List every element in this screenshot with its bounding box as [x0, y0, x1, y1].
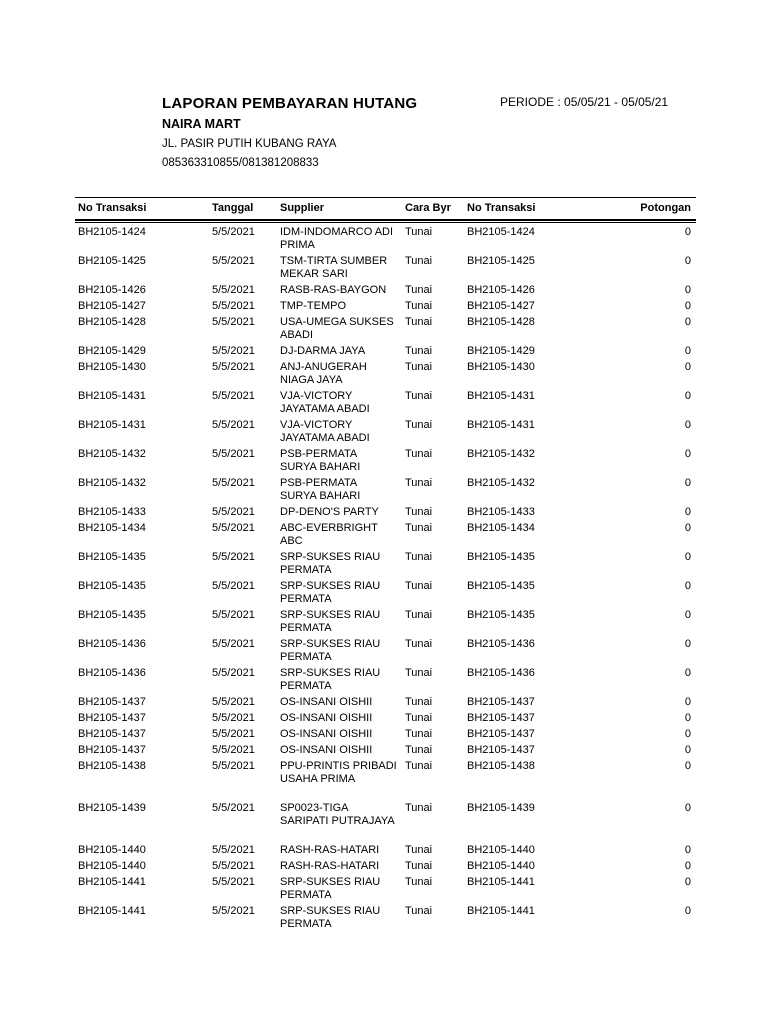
cell-cara-byr: Tunai	[405, 844, 433, 856]
cell-supplier	[280, 744, 404, 757]
cell-cara-byr: Tunai	[405, 284, 433, 296]
supplier-line: DP-DENO'S PARTY	[280, 506, 379, 518]
cell-tanggal: 5/5/2021	[212, 551, 255, 563]
cell-supplier	[280, 316, 404, 342]
table-row	[0, 876, 768, 905]
cell-potongan: 0	[684, 696, 691, 708]
cell-tanggal: 5/5/2021	[212, 667, 255, 679]
cell-supplier	[280, 580, 404, 606]
header-rule-bottom	[75, 219, 696, 221]
supplier-line: OS-INSANI OISHII	[280, 728, 373, 740]
header-no-transaksi: No Transaksi	[78, 202, 147, 214]
table-row	[0, 255, 768, 284]
cell-cara-byr: Tunai	[405, 876, 433, 888]
cell-potongan: 0	[684, 802, 691, 814]
cell-no-transaksi-2: BH2105-1437	[467, 696, 535, 708]
cell-supplier	[280, 905, 404, 930]
cell-potongan: 0	[684, 390, 691, 402]
table-row	[0, 728, 768, 744]
supplier-line: JAYATAMA ABADI	[280, 403, 370, 415]
cell-supplier	[280, 844, 404, 857]
cell-tanggal: 5/5/2021	[212, 477, 255, 489]
cell-no-transaksi-2: BH2105-1429	[467, 345, 535, 357]
table-row	[0, 345, 768, 361]
cell-no-transaksi-2: BH2105-1428	[467, 316, 535, 328]
cell-cara-byr: Tunai	[405, 638, 433, 650]
cell-cara-byr: Tunai	[405, 255, 433, 267]
cell-cara-byr: Tunai	[405, 760, 433, 772]
cell-no-transaksi: BH2105-1427	[78, 300, 146, 312]
table-row	[0, 506, 768, 522]
cell-potongan: 0	[684, 712, 691, 724]
supplier-line: PERMATA	[280, 680, 332, 692]
table-row	[0, 477, 768, 506]
cell-tanggal: 5/5/2021	[212, 744, 255, 756]
supplier-line: RASB-RAS-BAYGON	[280, 284, 387, 296]
supplier-line: USA-UMEGA SUKSES	[280, 316, 394, 328]
cell-tanggal: 5/5/2021	[212, 712, 255, 724]
cell-no-transaksi-2: BH2105-1435	[467, 551, 535, 563]
cell-tanggal: 5/5/2021	[212, 226, 255, 238]
cell-cara-byr: Tunai	[405, 551, 433, 563]
cell-cara-byr: Tunai	[405, 506, 433, 518]
cell-potongan: 0	[684, 860, 691, 872]
cell-tanggal: 5/5/2021	[212, 580, 255, 592]
cell-potongan: 0	[684, 477, 691, 489]
cell-no-transaksi-2: BH2105-1436	[467, 667, 535, 679]
table-row	[0, 744, 768, 760]
cell-no-transaksi: BH2105-1441	[78, 876, 146, 888]
cell-supplier	[280, 522, 404, 548]
cell-supplier	[280, 667, 404, 693]
cell-no-transaksi-2: BH2105-1437	[467, 712, 535, 724]
cell-tanggal: 5/5/2021	[212, 844, 255, 856]
table-row	[0, 361, 768, 390]
cell-no-transaksi: BH2105-1432	[78, 477, 146, 489]
cell-no-transaksi-2: BH2105-1433	[467, 506, 535, 518]
cell-tanggal: 5/5/2021	[212, 419, 255, 431]
cell-no-transaksi-2: BH2105-1438	[467, 760, 535, 772]
supplier-line: PERMATA	[280, 651, 332, 663]
cell-no-transaksi: BH2105-1429	[78, 345, 146, 357]
cell-potongan: 0	[684, 876, 691, 888]
supplier-line: SURYA BAHARI	[280, 461, 361, 473]
cell-supplier	[280, 609, 404, 635]
cell-supplier	[280, 802, 404, 828]
company-phone: 085363310855/081381208833	[162, 157, 319, 169]
cell-supplier	[280, 390, 404, 416]
cell-no-transaksi: BH2105-1435	[78, 551, 146, 563]
company-name: NAIRA MART	[162, 117, 241, 131]
cell-tanggal: 5/5/2021	[212, 361, 255, 373]
cell-cara-byr: Tunai	[405, 522, 433, 534]
supplier-line: RASH-RAS-HATARI	[280, 844, 380, 856]
cell-cara-byr: Tunai	[405, 860, 433, 872]
supplier-line: SURYA BAHARI	[280, 490, 361, 502]
table-row	[0, 667, 768, 696]
table-row	[0, 712, 768, 728]
cell-potongan: 0	[684, 760, 691, 772]
supplier-line: SRP-SUKSES RIAU	[280, 580, 381, 592]
table-row	[0, 448, 768, 477]
supplier-line: PERMATA	[280, 564, 332, 576]
cell-no-transaksi-2: BH2105-1439	[467, 802, 535, 814]
cell-no-transaksi: BH2105-1428	[78, 316, 146, 328]
cell-tanggal: 5/5/2021	[212, 506, 255, 518]
cell-tanggal: 5/5/2021	[212, 255, 255, 267]
cell-cara-byr: Tunai	[405, 448, 433, 460]
cell-potongan: 0	[684, 255, 691, 267]
supplier-line: PERMATA	[280, 889, 332, 901]
supplier-line: ANJ-ANUGERAH	[280, 361, 367, 373]
cell-no-transaksi: BH2105-1426	[78, 284, 146, 296]
cell-no-transaksi-2: BH2105-1432	[467, 477, 535, 489]
cell-potongan: 0	[684, 361, 691, 373]
cell-no-transaksi: BH2105-1437	[78, 728, 146, 740]
table-row	[0, 226, 768, 255]
supplier-line: NIAGA JAYA	[280, 374, 343, 386]
cell-no-transaksi: BH2105-1436	[78, 667, 146, 679]
cell-no-transaksi: BH2105-1431	[78, 419, 146, 431]
cell-no-transaksi-2: BH2105-1441	[467, 876, 535, 888]
cell-no-transaksi-2: BH2105-1430	[467, 361, 535, 373]
cell-tanggal: 5/5/2021	[212, 300, 255, 312]
supplier-line: SRP-SUKSES RIAU	[280, 905, 381, 917]
cell-no-transaksi-2: BH2105-1431	[467, 390, 535, 402]
cell-potongan: 0	[684, 667, 691, 679]
cell-no-transaksi: BH2105-1437	[78, 696, 146, 708]
cell-cara-byr: Tunai	[405, 390, 433, 402]
cell-no-transaksi-2: BH2105-1440	[467, 844, 535, 856]
company-address: JL. PASIR PUTIH KUBANG RAYA	[162, 138, 337, 150]
cell-no-transaksi-2: BH2105-1427	[467, 300, 535, 312]
cell-potongan: 0	[684, 728, 691, 740]
cell-supplier	[280, 696, 404, 709]
cell-potongan: 0	[684, 844, 691, 856]
report-title: LAPORAN PEMBAYARAN HUTANG	[162, 95, 418, 112]
supplier-line: TMP-TEMPO	[280, 300, 346, 312]
cell-tanggal: 5/5/2021	[212, 696, 255, 708]
cell-no-transaksi: BH2105-1425	[78, 255, 146, 267]
cell-tanggal: 5/5/2021	[212, 728, 255, 740]
cell-no-transaksi: BH2105-1439	[78, 802, 146, 814]
cell-supplier	[280, 226, 404, 252]
supplier-line: MEKAR SARI	[280, 268, 348, 280]
cell-cara-byr: Tunai	[405, 728, 433, 740]
cell-no-transaksi-2: BH2105-1432	[467, 448, 535, 460]
cell-tanggal: 5/5/2021	[212, 522, 255, 534]
cell-no-transaksi: BH2105-1430	[78, 361, 146, 373]
cell-no-transaksi: BH2105-1435	[78, 580, 146, 592]
table-row	[0, 860, 768, 876]
cell-no-transaksi: BH2105-1437	[78, 712, 146, 724]
cell-no-transaksi: BH2105-1440	[78, 844, 146, 856]
cell-supplier	[280, 419, 404, 445]
cell-cara-byr: Tunai	[405, 345, 433, 357]
supplier-line: OS-INSANI OISHII	[280, 744, 373, 756]
cell-tanggal: 5/5/2021	[212, 448, 255, 460]
cell-tanggal: 5/5/2021	[212, 609, 255, 621]
cell-no-transaksi-2: BH2105-1440	[467, 860, 535, 872]
table-body	[0, 226, 768, 930]
table-row	[0, 844, 768, 860]
cell-potongan: 0	[684, 580, 691, 592]
cell-no-transaksi-2: BH2105-1425	[467, 255, 535, 267]
cell-no-transaksi: BH2105-1438	[78, 760, 146, 772]
cell-potongan: 0	[684, 300, 691, 312]
cell-no-transaksi: BH2105-1436	[78, 638, 146, 650]
cell-supplier	[280, 284, 404, 297]
header-potongan: Potongan	[640, 202, 691, 214]
cell-no-transaksi-2: BH2105-1434	[467, 522, 535, 534]
cell-no-transaksi: BH2105-1441	[78, 905, 146, 917]
cell-no-transaksi: BH2105-1432	[78, 448, 146, 460]
cell-supplier	[280, 477, 404, 503]
cell-potongan: 0	[684, 345, 691, 357]
cell-cara-byr: Tunai	[405, 580, 433, 592]
cell-potongan: 0	[684, 226, 691, 238]
supplier-line: ABADI	[280, 329, 314, 341]
cell-no-transaksi-2: BH2105-1437	[467, 744, 535, 756]
header-rule-top	[75, 197, 696, 198]
cell-tanggal: 5/5/2021	[212, 390, 255, 402]
supplier-line: PSB-PERMATA	[280, 477, 358, 489]
cell-potongan: 0	[684, 448, 691, 460]
cell-cara-byr: Tunai	[405, 905, 433, 917]
cell-no-transaksi: BH2105-1435	[78, 609, 146, 621]
header-cara-byr: Cara Byr	[405, 202, 451, 214]
supplier-line: SRP-SUKSES RIAU	[280, 638, 381, 650]
cell-supplier	[280, 361, 404, 387]
cell-supplier	[280, 345, 404, 358]
supplier-line: RASH-RAS-HATARI	[280, 860, 380, 872]
cell-cara-byr: Tunai	[405, 361, 433, 373]
supplier-line: JAYATAMA ABADI	[280, 432, 370, 444]
cell-supplier	[280, 728, 404, 741]
table-row	[0, 580, 768, 609]
cell-supplier	[280, 712, 404, 725]
supplier-line: IDM-INDOMARCO ADI	[280, 226, 394, 238]
report-period: PERIODE : 05/05/21 - 05/05/21	[500, 95, 669, 109]
cell-potongan: 0	[684, 506, 691, 518]
cell-no-transaksi-2: BH2105-1435	[467, 580, 535, 592]
cell-tanggal: 5/5/2021	[212, 345, 255, 357]
cell-tanggal: 5/5/2021	[212, 760, 255, 772]
table-row	[0, 551, 768, 580]
cell-potongan: 0	[684, 905, 691, 917]
table-row	[0, 419, 768, 448]
header-no-transaksi-2: No Transaksi	[467, 202, 536, 214]
table-row	[0, 696, 768, 712]
cell-supplier	[280, 876, 404, 902]
table-row	[0, 760, 768, 802]
supplier-line: TSM-TIRTA SUMBER	[280, 255, 388, 267]
cell-cara-byr: Tunai	[405, 609, 433, 621]
table-row	[0, 638, 768, 667]
cell-supplier	[280, 300, 404, 313]
cell-potongan: 0	[684, 284, 691, 296]
cell-cara-byr: Tunai	[405, 300, 433, 312]
supplier-line: OS-INSANI OISHII	[280, 712, 373, 724]
cell-cara-byr: Tunai	[405, 226, 433, 238]
cell-cara-byr: Tunai	[405, 802, 433, 814]
supplier-line: SRP-SUKSES RIAU	[280, 667, 381, 679]
cell-no-transaksi-2: BH2105-1436	[467, 638, 535, 650]
supplier-line: VJA-VICTORY	[280, 419, 353, 431]
table-row	[0, 316, 768, 345]
cell-cara-byr: Tunai	[405, 477, 433, 489]
cell-tanggal: 5/5/2021	[212, 284, 255, 296]
supplier-line: SP0023-TIGA	[280, 802, 349, 814]
cell-potongan: 0	[684, 522, 691, 534]
supplier-line: PERMATA	[280, 918, 332, 930]
cell-tanggal: 5/5/2021	[212, 802, 255, 814]
cell-supplier	[280, 760, 404, 786]
table-row	[0, 609, 768, 638]
table-row	[0, 390, 768, 419]
supplier-line: PRIMA	[280, 239, 315, 251]
cell-supplier	[280, 551, 404, 577]
table-row	[0, 905, 768, 930]
cell-cara-byr: Tunai	[405, 316, 433, 328]
cell-no-transaksi-2: BH2105-1424	[467, 226, 535, 238]
cell-no-transaksi: BH2105-1433	[78, 506, 146, 518]
cell-no-transaksi: BH2105-1434	[78, 522, 146, 534]
cell-no-transaksi-2: BH2105-1435	[467, 609, 535, 621]
supplier-line: ABC-EVERBRIGHT	[280, 522, 378, 534]
cell-supplier	[280, 860, 404, 873]
cell-no-transaksi: BH2105-1424	[78, 226, 146, 238]
supplier-line: SRP-SUKSES RIAU	[280, 609, 381, 621]
cell-no-transaksi: BH2105-1431	[78, 390, 146, 402]
cell-no-transaksi: BH2105-1440	[78, 860, 146, 872]
header-supplier: Supplier	[280, 202, 325, 214]
cell-no-transaksi-2: BH2105-1437	[467, 728, 535, 740]
cell-potongan: 0	[684, 316, 691, 328]
cell-tanggal: 5/5/2021	[212, 316, 255, 328]
cell-cara-byr: Tunai	[405, 667, 433, 679]
cell-potongan: 0	[684, 744, 691, 756]
table-row	[0, 300, 768, 316]
supplier-line: PERMATA	[280, 593, 332, 605]
cell-cara-byr: Tunai	[405, 419, 433, 431]
cell-supplier	[280, 255, 404, 281]
cell-no-transaksi: BH2105-1437	[78, 744, 146, 756]
supplier-line: PSB-PERMATA	[280, 448, 358, 460]
cell-potongan: 0	[684, 551, 691, 563]
header-tanggal: Tanggal	[212, 202, 254, 214]
supplier-line: VJA-VICTORY	[280, 390, 353, 402]
supplier-line: SRP-SUKSES RIAU	[280, 551, 381, 563]
header-rule-bottom-thin	[75, 222, 696, 223]
supplier-line: PERMATA	[280, 622, 332, 634]
cell-cara-byr: Tunai	[405, 744, 433, 756]
cell-tanggal: 5/5/2021	[212, 860, 255, 872]
cell-no-transaksi-2: BH2105-1431	[467, 419, 535, 431]
cell-potongan: 0	[684, 638, 691, 650]
supplier-line: PPU-PRINTIS PRIBADI	[280, 760, 397, 772]
supplier-line: ABC	[280, 535, 303, 547]
table-row	[0, 802, 768, 844]
table-row	[0, 284, 768, 300]
cell-supplier	[280, 638, 404, 664]
supplier-line: DJ-DARMA JAYA	[280, 345, 366, 357]
supplier-line: SRP-SUKSES RIAU	[280, 876, 381, 888]
cell-no-transaksi-2: BH2105-1426	[467, 284, 535, 296]
table-header	[0, 202, 768, 216]
cell-tanggal: 5/5/2021	[212, 638, 255, 650]
supplier-line: OS-INSANI OISHII	[280, 696, 373, 708]
cell-cara-byr: Tunai	[405, 712, 433, 724]
cell-potongan: 0	[684, 609, 691, 621]
cell-supplier	[280, 448, 404, 474]
cell-tanggal: 5/5/2021	[212, 876, 255, 888]
cell-tanggal: 5/5/2021	[212, 905, 255, 917]
table-row	[0, 522, 768, 551]
cell-no-transaksi-2: BH2105-1441	[467, 905, 535, 917]
cell-supplier	[280, 506, 404, 519]
supplier-line: USAHA PRIMA	[280, 773, 356, 785]
cell-potongan: 0	[684, 419, 691, 431]
supplier-line: SARIPATI PUTRAJAYA	[280, 815, 395, 827]
cell-cara-byr: Tunai	[405, 696, 433, 708]
